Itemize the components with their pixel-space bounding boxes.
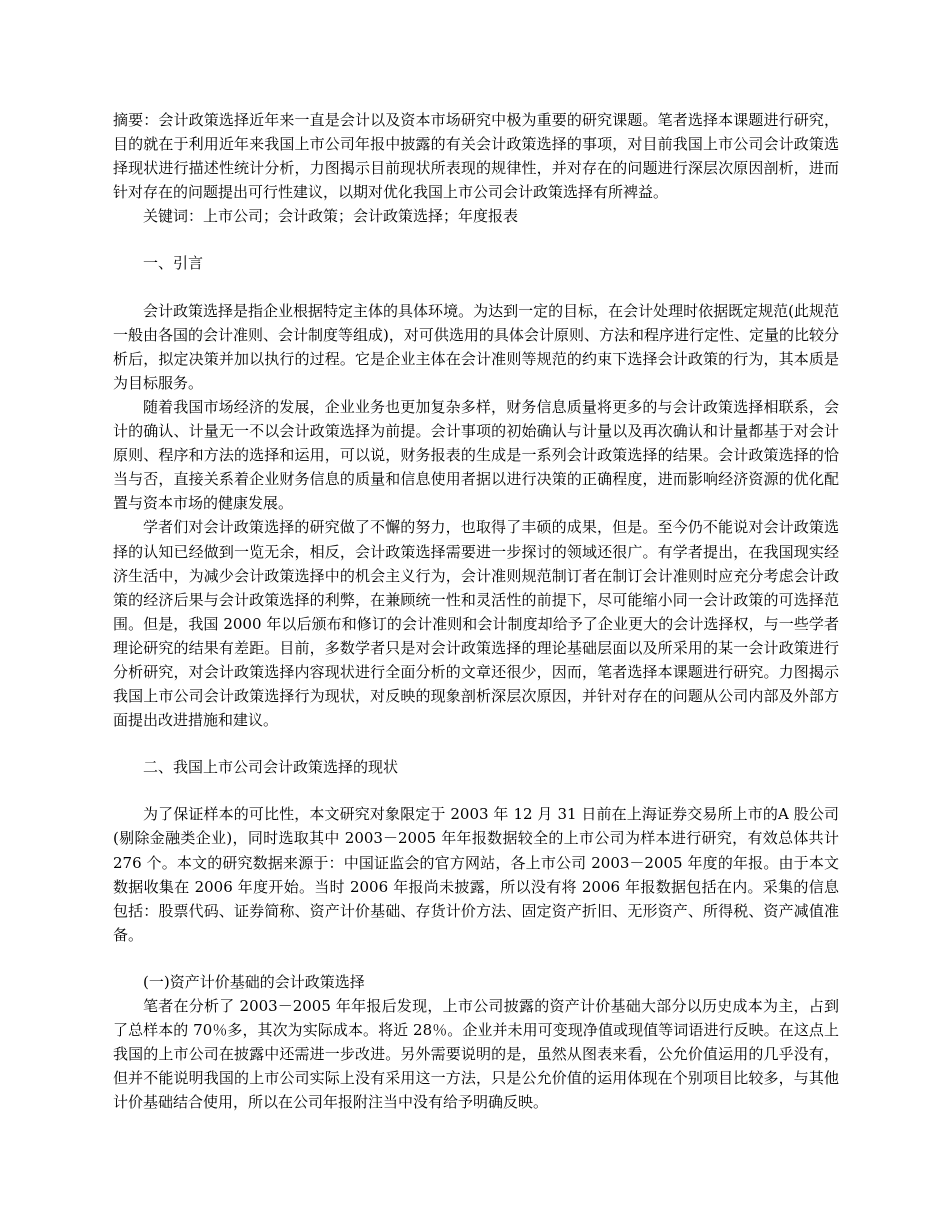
keywords-line: 关键词：上市公司；会计政策；会计政策选择；年度报表 (143, 207, 519, 226)
subsection-heading-asset-valuation: (一)资产计价基础的会计政策选择 (143, 972, 365, 991)
abstract-paragraph: 摘要：会计政策选择近年来一直是会计以及资本市场研究中极为重要的研究课题。笔者选择本课题进行研究，目的就在于利用近年来我国上市公司年报中披露的有关会计政策选择的事项，对目前我国上市公司会计政策选择现状进行描述性统计分析，力图揭示目前现状所表现的规律性，并对存在的问题进行深层次原因剖析，进而针对存在的问题提出可行性建议，以期对优化我国上市公司会计政策选择有所裨益。 (113, 111, 839, 202)
document-page (113, 108, 839, 1114)
section-heading-current-status: 二、我国上市公司会计政策选择的现状 (143, 758, 399, 777)
section-heading-introduction: 一、引言 (143, 254, 204, 273)
body-paragraph: 学者们对会计政策选择的研究做了不懈的努力，也取得了丰硕的成果，但是。至今仍不能说对会计政策选择的认知已经做到一览无余，相反，会计政策选择需要进一步探讨的领域还很广。有学者提出，在我国现实经济生活中，为减少会计政策选择中的机会主义行为，会计准则规范制订者在制订会计准则时应充分考虑会计政策的经济后果与会计政策选择的利弊，在兼顾统一性和灵活性的前提下，尽可能缩小同一会计政策的可选择范围。但是，我国 2000 年以后颁布和修订的会计准则和会计制度却给予了企业更大的会计选择权，与一些学者理论研究的结果有差距。目前，多数学者只是对会计政策选择的理论基础层面以及所采用的某一会计政策进行分析研究，对会计政策选择内容现状进行全面分析的文章还很少，因而，笔者选择本课题进行研究。力图揭示我国上市公司会计政策选择行为现状，对反映的现象剖析深层次原因，并针对存在的问题从公司内部及外部方面提出改进措施和建议。 (113, 518, 839, 730)
body-paragraph: 笔者在分析了 2003－2005 年年报后发现，上市公司披露的资产计价基础大部分以历史成本为主，占到了总样本的 70％多，其次为实际成本。将近 28％。企业并未用可变现净值或现值等词语进行反映。在这点上我国的上市公司在披露中还需进一步改进。另外需要说明的是，虽然从图表来看，公允价值运用的几乎没有，但并不能说明我国的上市公司实际上没有采用这一方法，只是公允价值的运用体现在个别项目比较多，与其他计价基础结合使用，所以在公司年报附注当中没有给予明确反映。 (113, 997, 839, 1112)
body-paragraph: 为了保证样本的可比性，本文研究对象限定于 2003 年 12 月 31 日前在上海证券交易所上市的A 股公司(剔除金融类企业)，同时选取其中 2003－2005 年年报数据较全的上市公司为样本进行研究，有效总体共计 276 个。本文的研究数据来源于：中国证监会的官方网站，各上市公司 2003－2005 年度的年报。由于本文数据收集在 2006 年度开始。当时 2006 年报尚未披露，所以没有将 2006 年报数据包括在内。采集的信息包括：股票代码、证券简称、资产计价基础、存货计价方法、固定资产折旧、无形资产、所得税、资产减值准备。 (113, 805, 839, 944)
body-paragraph: 会计政策选择是指企业根据特定主体的具体环境。为达到一定的目标，在会计处理时依据既定规范(此规范一般由各国的会计准则、会计制度等组成)，对可供选用的具体会计原则、方法和程序进行定性、定量的比较分析后，拟定决策并加以执行的过程。它是企业主体在会计准则等规范的约束下选择会计政策的行为，其本质是为目标服务。 (113, 301, 839, 392)
body-paragraph: 随着我国市场经济的发展，企业业务也更加复杂多样，财务信息质量将更多的与会计政策选择相联系，会计的确认、计量无一不以会计政策选择为前提。会计事项的初始确认与计量以及再次确认和计量都基于对会计原则、程序和方法的选择和运用，可以说，财务报表的生成是一系列会计政策选择的结果。会计政策选择的恰当与否，直接关系着企业财务信息的质量和信息使用者据以进行决策的正确程度，进而影响经济资源的优化配置与资本市场的健康发展。 (113, 397, 839, 513)
